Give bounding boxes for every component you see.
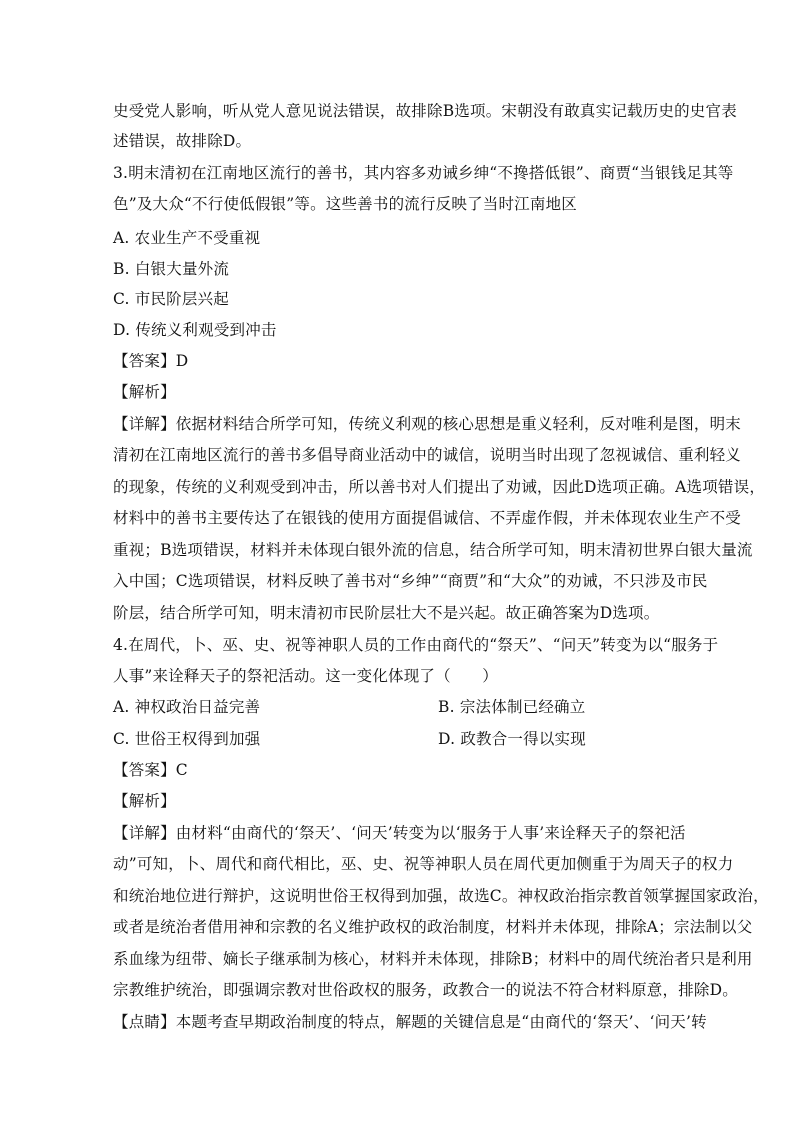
explanation-text: 材料中的善书主要传达了在银钱的使用方面提倡诚信、不弄虚作假，并未体现农业生产不受: [113, 509, 742, 527]
analysis-label: 【解析】: [113, 383, 176, 401]
explanation-text: 重视；B选项错误，材料并未体现白银外流的信息，结合所学可知，明末清初世界白银大量流: [113, 541, 753, 559]
question-3-stem: 色”及大众“不行使低假银”等。这些善书的流行反映了当时江南地区: [113, 195, 577, 213]
option-b: B. 白银大量外流: [113, 260, 230, 278]
explanation-text: 和统治地位进行辩护，这说明世俗王权得到加强，故选C。神权政治指宗教首领掌握国家政治，: [113, 887, 769, 905]
option-a: A. 神权政治日益完善: [113, 698, 261, 716]
text-line: 史受党人影响，听从党人意见说法错误，故排除B选项。宋朝没有敢真实记载历史的史官表: [113, 102, 737, 120]
explanation-text: 或者是统治者借用神和宗教的名义维护政权的政治制度，材料并未体现，排除A；宗法制以父: [113, 918, 753, 936]
answer-label: 【答案】D: [113, 352, 189, 370]
option-d: D. 传统义利观受到冲击: [113, 321, 277, 339]
question-4-stem: 人事”来诠释天子的祭祀活动。这一变化体现了（ ）: [113, 667, 498, 685]
explanation-text: 【详解】由材料“由商代的‘祭天’、‘问天’转变为以‘服务于人事’来诠释天子的祭祀活: [113, 824, 686, 842]
option-a: A. 农业生产不受重视: [113, 229, 261, 247]
analysis-label: 【解析】: [113, 792, 176, 810]
explanation-text: 动”可知，卜、周代和商代相比，巫、史、祝等神职人员在周代更加侧重于为周天子的权力: [113, 855, 734, 873]
question-3-stem: 3.明末清初在江南地区流行的善书，其内容多劝诫乡绅“不搀搭低银”、商贾“当银钱足其等: [113, 164, 734, 182]
answer-label: 【答案】C: [113, 761, 188, 779]
explanation-text: 【详解】依据材料结合所学可知，传统义利观的核心思想是重义轻利，反对唯利是图，明末: [113, 415, 742, 433]
explanation-text: 清初在江南地区流行的善书多倡导商业活动中的诚信，说明当时出现了忽视诚信、重利轻义: [113, 446, 742, 464]
text-line: 述错误，故排除D。: [113, 132, 252, 150]
explanation-text: 入中国；C选项错误，材料反映了善书对“乡绅”“商贾”和“大众”的劝诫，不只涉及市民: [113, 572, 708, 590]
explanation-text: 的现象，传统的义利观受到冲击，所以善书对人们提出了劝诫，因此D选项正确。A选项错误，: [113, 478, 766, 496]
option-c: C. 世俗王权得到加强: [113, 730, 261, 748]
explanation-text: 宗教维护统治，即强调宗教对世俗政权的服务，政教合一的说法不符合材料原意，排除D。: [113, 981, 738, 999]
question-4-stem: 4.在周代，卜、巫、史、祝等神职人员的工作由商代的“祭天”、“问天”转变为以“服务于: [113, 636, 719, 654]
explanation-text: 系血缘为纽带、嫡长子继承制为核心，材料并未体现，排除B；材料中的周代统治者只是利用: [113, 950, 753, 968]
highlight-note: 【点睛】本题考查早期政治制度的特点，解题的关键信息是“由商代的‘祭天’、‘问天’转: [113, 1013, 707, 1031]
option-d: D. 政教合一得以实现: [438, 730, 586, 748]
option-b: B. 宗法体制已经确立: [438, 698, 586, 716]
explanation-text: 阶层，结合所学可知，明末清初市民阶层壮大不是兴起。故正确答案为D选项。: [113, 604, 660, 622]
option-c: C. 市民阶层兴起: [113, 290, 229, 308]
